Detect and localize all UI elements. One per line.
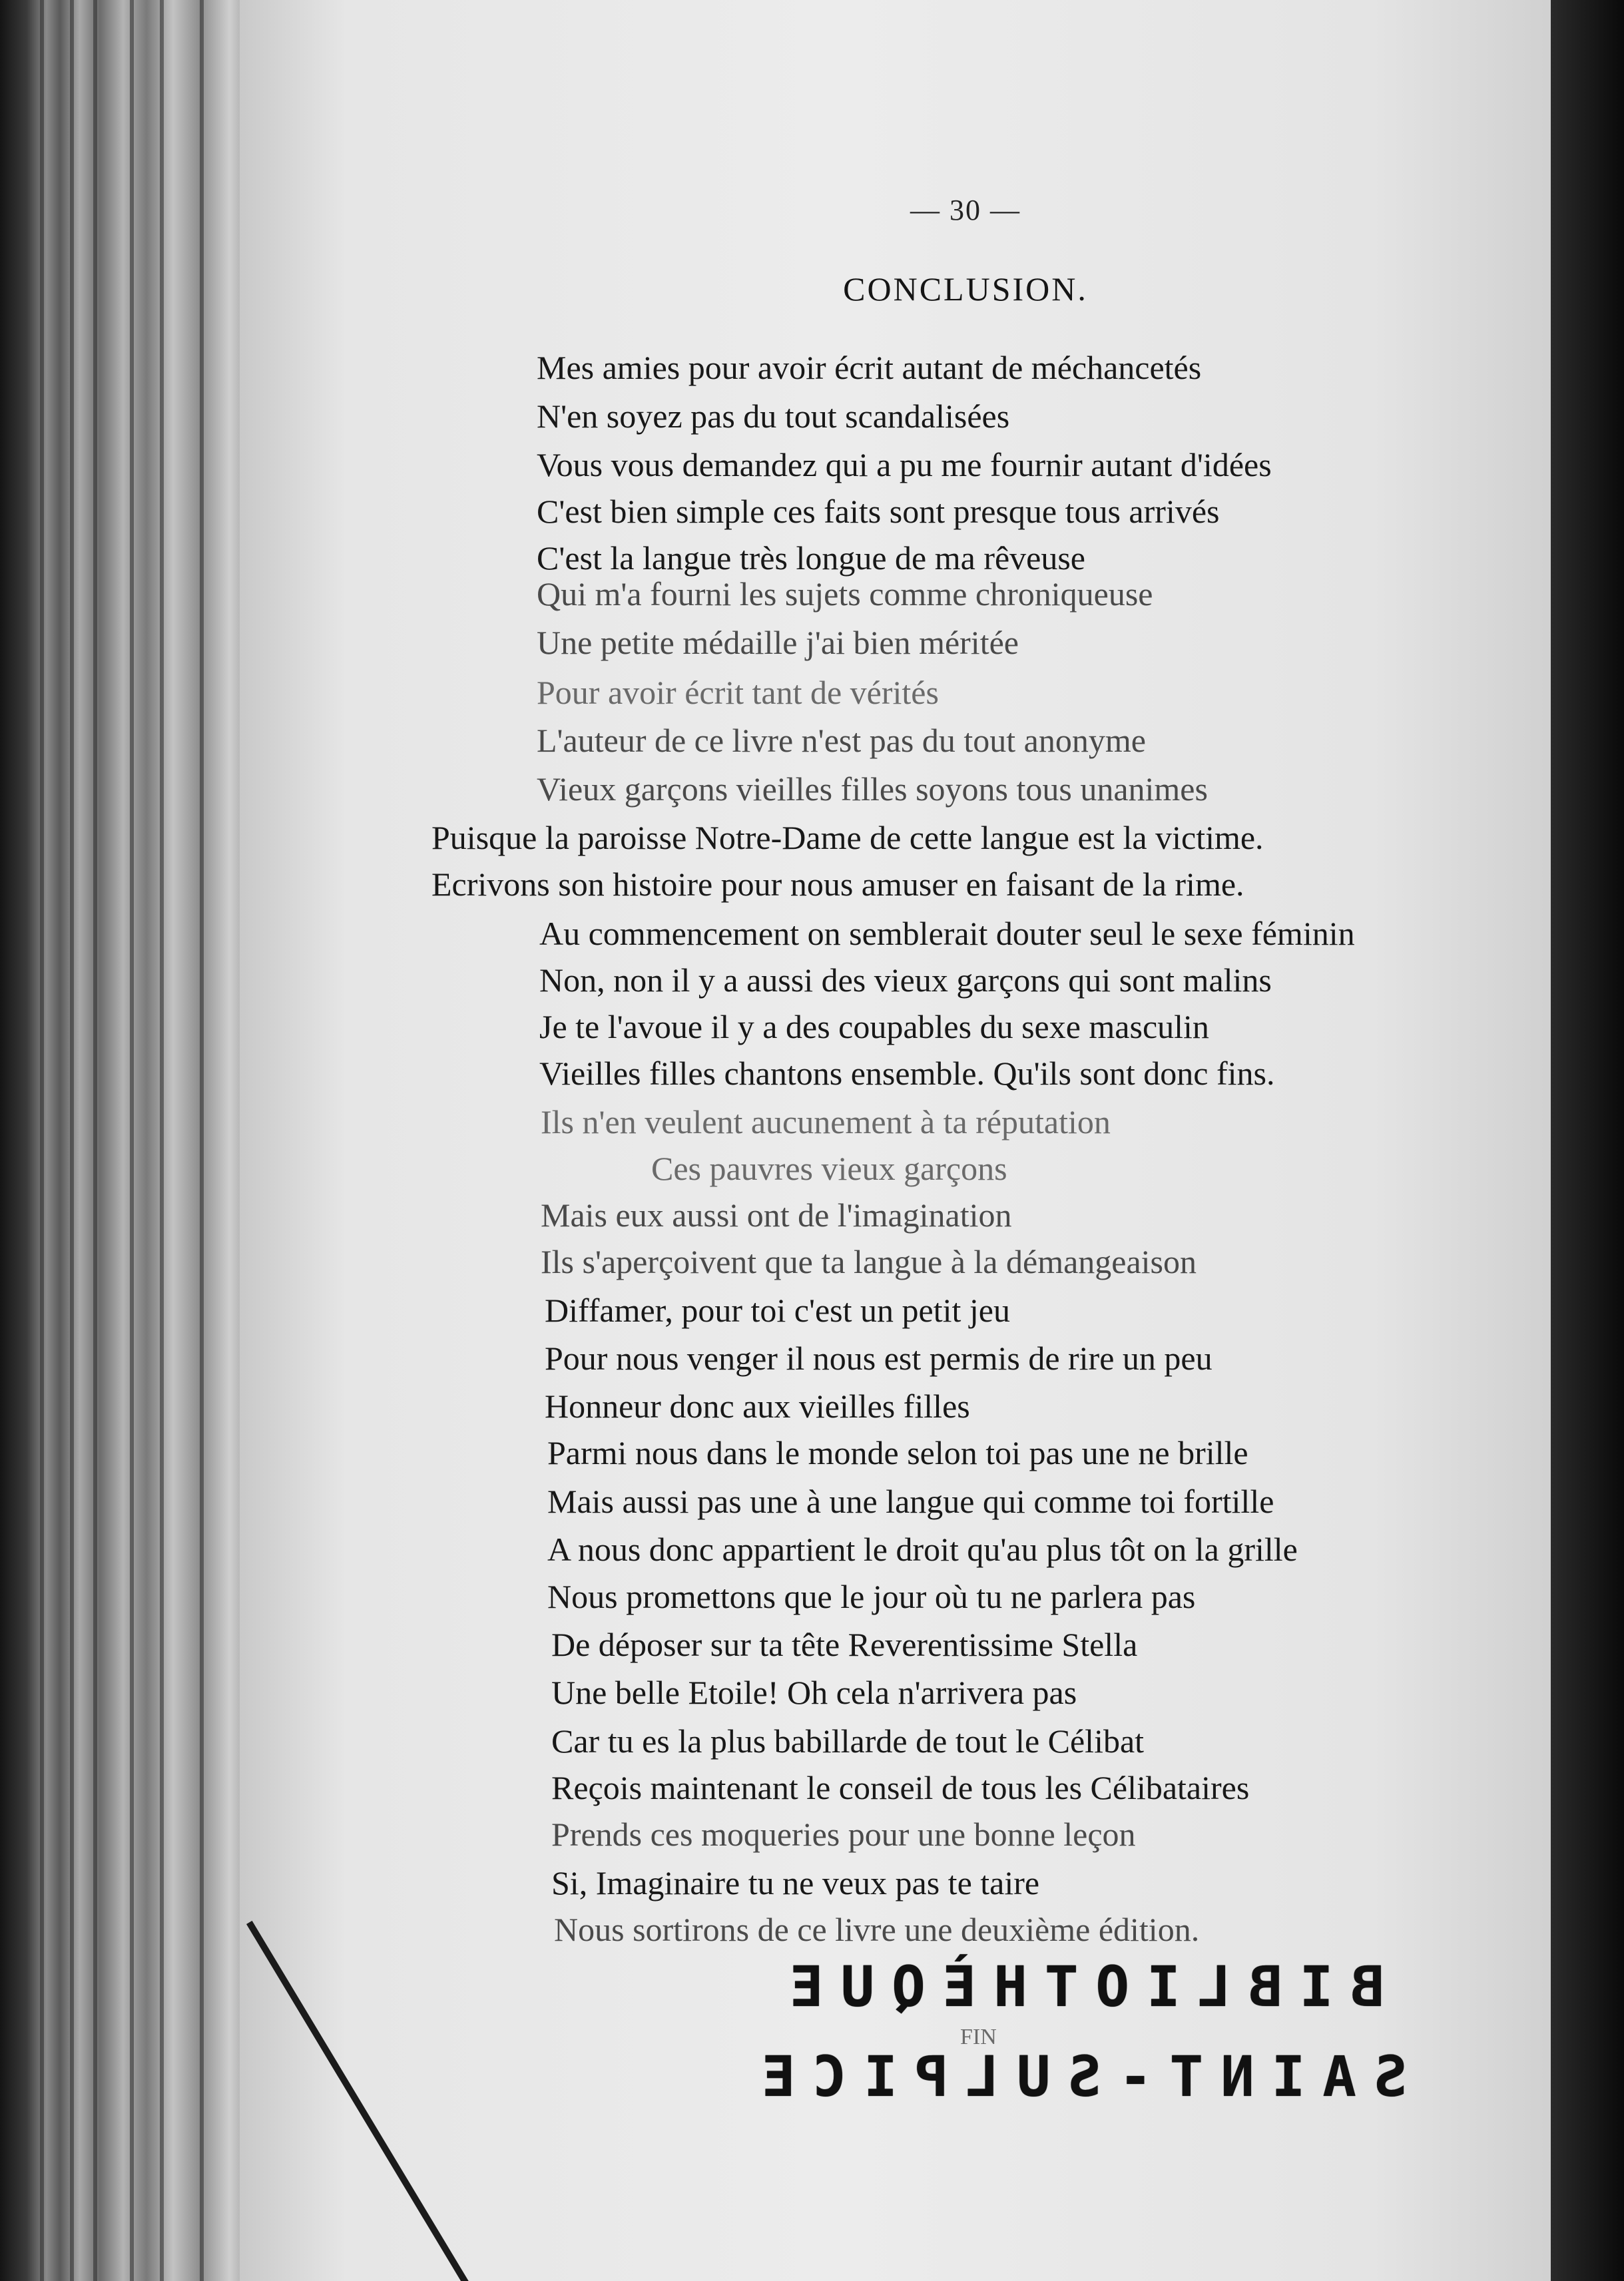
- text-line: Vous vous demandez qui a pu me fournir autant d'idées: [537, 446, 1272, 483]
- text-line: Diffamer, pour toi c'est un petit jeu: [545, 1292, 1010, 1329]
- text-line: A nous donc appartient le droit qu'au plus tôt on la grille: [547, 1531, 1298, 1568]
- text-line: Ils n'en veulent aucunement à ta réputation: [541, 1103, 1111, 1140]
- perforated-stamp-line-1: BIBLIOTHÈQUE: [772, 1954, 1384, 2019]
- text-line: Ces pauvres vieux garçons: [651, 1150, 1007, 1187]
- text-line: Prends ces moqueries pour une bonne leçon: [551, 1816, 1136, 1853]
- text-line: Pour avoir écrit tant de vérités: [537, 674, 939, 711]
- text-line: Nous sortirons de ce livre une deuxième édition.: [554, 1911, 1200, 1948]
- text-line: Si, Imaginaire tu ne veux pas te taire: [551, 1864, 1040, 1901]
- text-line: Parmi nous dans le monde selon toi pas une ne brille: [547, 1434, 1248, 1471]
- text-line: Non, non il y a aussi des vieux garçons qui sont malins: [539, 961, 1272, 999]
- fin-label: FIN: [960, 2025, 997, 2049]
- text-line: Qui m'a fourni les sujets comme chroniqueuse: [537, 575, 1153, 613]
- text-line: C'est la langue très longue de ma rêveuse: [537, 539, 1085, 577]
- text-line: C'est bien simple ces faits sont presque tous arrivés: [537, 493, 1220, 530]
- page-heading: CONCLUSION.: [843, 270, 1088, 308]
- text-line: Ils s'aperçoivent que ta langue à la démangeaison: [541, 1243, 1197, 1280]
- perforated-stamp-line-2: SAINT-SULPICE: [744, 2044, 1408, 2109]
- text-line: Car tu es la plus babillarde de tout le Célibat: [551, 1722, 1145, 1760]
- text-line: Vieux garçons vieilles filles soyons tous unanimes: [537, 770, 1208, 808]
- text-line: Vieilles filles chantons ensemble. Qu'ils sont donc fins.: [539, 1055, 1275, 1092]
- text-line: De déposer sur ta tête Reverentissime Stella: [551, 1626, 1138, 1663]
- text-line: Je te l'avoue il y a des coupables du sexe masculin: [539, 1008, 1209, 1045]
- text-line: Reçois maintenant le conseil de tous les Célibataires: [551, 1769, 1250, 1806]
- text-line: Mais eux aussi ont de l'imagination: [541, 1196, 1012, 1234]
- text-line: Au commencement on semblerait douter seul le sexe féminin: [539, 915, 1355, 952]
- text-line: Mes amies pour avoir écrit autant de méchancetés: [537, 349, 1202, 386]
- text-line: Une petite médaille j'ai bien méritée: [537, 624, 1019, 661]
- text-line: L'auteur de ce livre n'est pas du tout anonyme: [537, 722, 1146, 759]
- text-line: Une belle Etoile! Oh cela n'arrivera pas: [551, 1674, 1077, 1711]
- text-line: N'en soyez pas du tout scandalisées: [537, 397, 1010, 435]
- text-line: Pour nous venger il nous est permis de rire un peu: [545, 1340, 1213, 1377]
- text-line: Puisque la paroisse Notre-Dame de cette langue est la victime.: [431, 819, 1264, 856]
- text-line: Mais aussi pas une à une langue qui comme toi fortille: [547, 1483, 1274, 1520]
- text-line: Nous promettons que le jour où tu ne parlera pas: [547, 1578, 1196, 1615]
- page-number: — 30 —: [910, 194, 1021, 226]
- text-line: Ecrivons son histoire pour nous amuser en faisant de la rime.: [431, 866, 1244, 903]
- text-line: Honneur donc aux vieilles filles: [545, 1388, 970, 1425]
